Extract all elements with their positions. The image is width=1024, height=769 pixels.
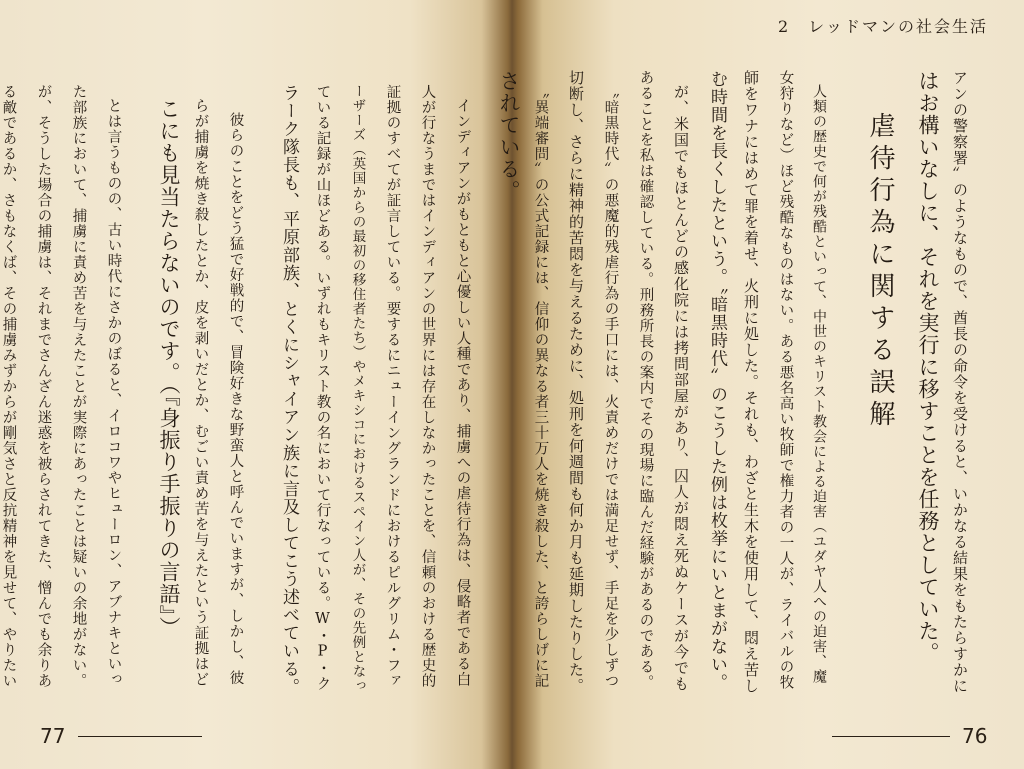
text-column: ている記録が山ほどある。いずれもキリスト教の名において行なっている。W・P・ク (314, 84, 331, 692)
quote-column: こにも見当たらないのです。（『身振り手振りの言語』） (157, 98, 181, 639)
text-column: とは言うものの、古い時代にさかのぼると、イロコワやヒューロン、アブナキといっ (105, 98, 122, 687)
text-column: 〝暗黒時代〟の悪魔的残虐行為の手口には、火責めだけでは満足せず、手足を少しずつ (602, 84, 619, 689)
text-column: 女狩りなど）ほど残酷なものはない。ある悪名高い牧師で権力者の一人が、ライバルの牧 (777, 70, 794, 690)
text-column: む時間を長くしたという。〝暗黒時代〟のこうした例は枚挙にいとまがない。 (707, 70, 727, 692)
text-column: 師をワナにはめて罪を着せ、火刑に処した。それも、わざと生木を使用して、悶え苦し (742, 70, 760, 694)
text-column: アンの警察署〟のようなもので、酋長の命令を受けると、いかなる結果をもたらすかに (951, 70, 969, 694)
quote-column: 彼らのことをどう猛で好戦的で、冒険好きな野蛮人と呼んでいますが、しかし、彼 (227, 112, 244, 686)
section-heading: 虐待行為に関する誤解 (865, 112, 895, 432)
text-column: 切断し、さらに精神的苦悶を与えるために、処刑を何週間も何か月も延期したりした。 (567, 70, 585, 694)
text-column: あることを私は確認している。刑務所長の案内でその現場に臨んだ経験があるのである。 (637, 70, 654, 690)
text-column: 〝異端審問〟の公式記録には、信仰の異なる者三十万人を焼き殺した、と誇らしげに記 (532, 84, 549, 689)
text-column: た部族において、捕虜に責め苦を与えたことが実際にあったことは疑いの余地がない。 (70, 84, 87, 689)
text-column: る敵であるか、さもなくば、その捕虜みずからが剛気さと反抗精神を見せて、やりたい (0, 84, 17, 689)
page-number: 77 (40, 724, 66, 748)
folio-rule (78, 736, 202, 737)
text-column: ーザーズ（英国からの最初の移住者たち）やメキシコにおけるスペイン人が、その先例となっ (349, 84, 366, 693)
text-column: 証拠のすべてが証言している。要するにニューイングランドにおけるピルグリム・ファ (384, 84, 401, 689)
text-column: 人類の歴史で何が残酷といって、中世のキリスト教会による迫害（ユダヤ人への迫害、魔 (811, 84, 827, 684)
folio-rule (832, 736, 950, 737)
text-column: が、米国でもほとんどの感化院には拷問部屋があり、囚人が悶え死ぬケースが今でも (672, 84, 690, 692)
text-column: 人が行なうまではインディアンの世界には存在しなかったことを、信頼のおける歴史的 (419, 84, 436, 689)
text-column: インディアンがもともと心優しい人種であり、捕虜への虐待行為は、侵略者である白 (454, 98, 471, 687)
text-column: ラーク隊長も、平原部族、とくにシャイアン族に言及してこう述べている。 (279, 84, 299, 696)
page-number: 76 (962, 724, 988, 748)
text-column: が、そうした場合の捕虜は、それまでさんざん迷惑を被らされてきた、憎んでも余りあ (35, 84, 52, 689)
text-column: はお構いなしに、それを実行に移すことを任務としていた。 (916, 70, 940, 664)
text-column: されている。 (497, 70, 521, 202)
right-page (497, 0, 1024, 769)
running-head: 2 レッドマンの社会生活 (777, 17, 988, 36)
quote-column: らが捕虜を焼き殺したとか、皮を剥いだとか、むごい責め苦を与えたという証拠はど (192, 98, 209, 687)
